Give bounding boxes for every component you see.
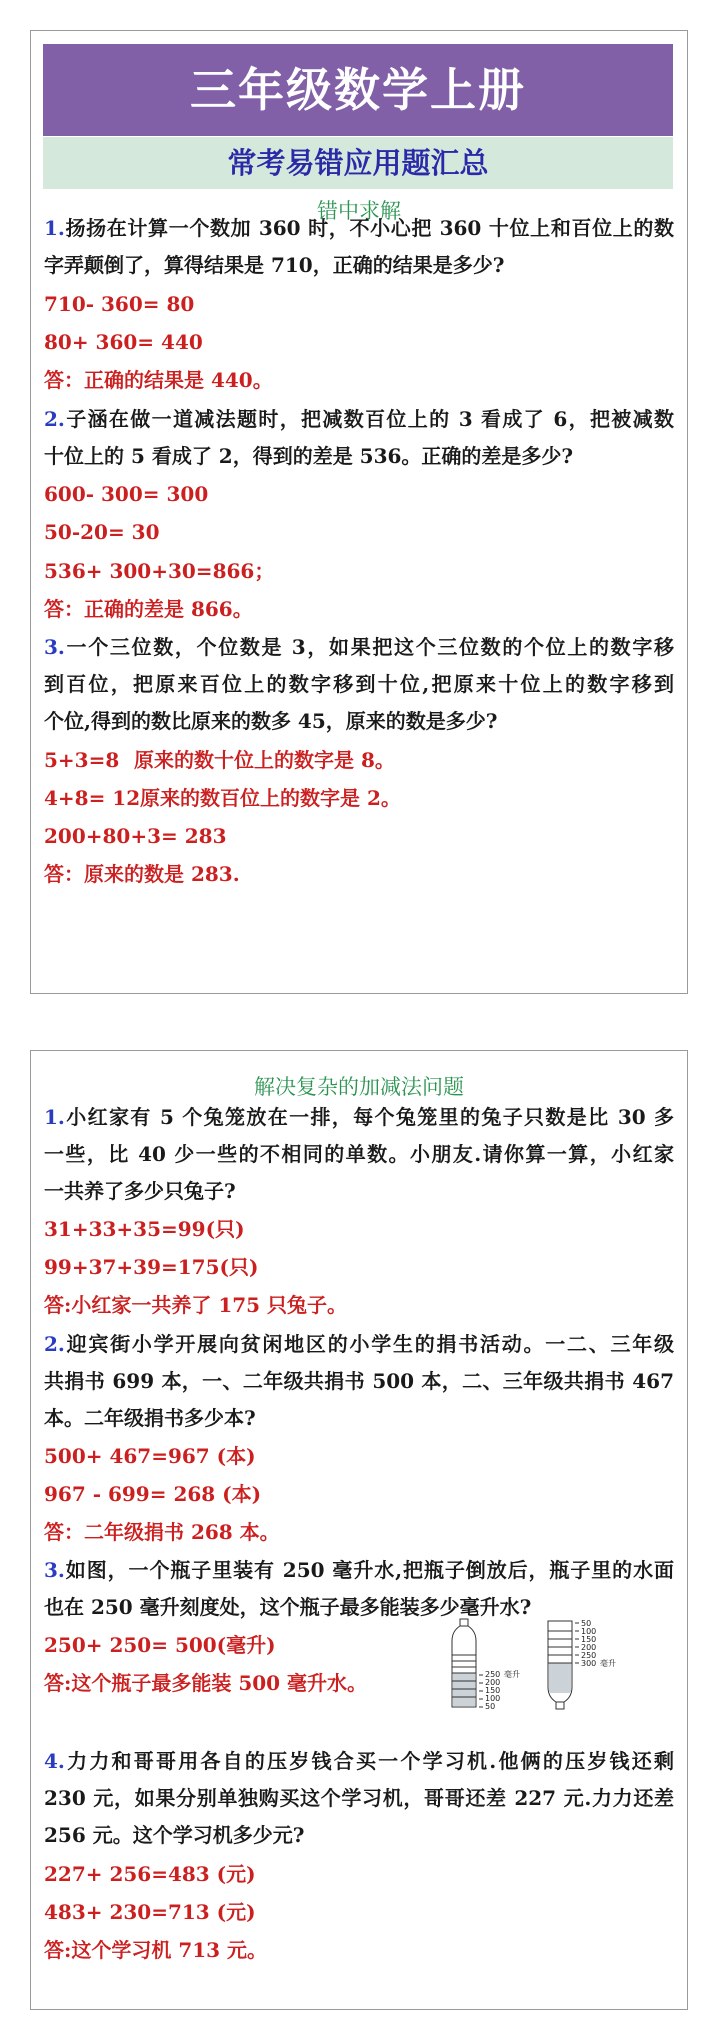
s1-q3-answer2-text: 原来的数百位上的数字是 2。 (140, 786, 401, 810)
s1-q3-answer4: 答：原来的数是 283. (44, 862, 240, 886)
s2-q3-number: 3. (44, 1558, 65, 1582)
left-scale-label-150: 150 (485, 1686, 501, 1695)
right-scale-unit: 毫升 (600, 1659, 616, 1668)
s2-q1-answer3: 答:小红家一共养了 175 只兔子。 (44, 1293, 348, 1317)
left-scale-ticks (479, 1675, 483, 1707)
s1-q1-answer2: 80+ 360= 440 (44, 330, 203, 354)
s2-q3-line1 (44, 1556, 674, 1584)
inverted-bottle-icon (548, 1621, 572, 1709)
s2-q2-number: 2. (44, 1332, 65, 1356)
bottle-diagram-svg (448, 1617, 628, 1712)
left-scale-label-200: 200 (485, 1678, 501, 1687)
right-scale-label-100: 100 (581, 1627, 597, 1636)
s2-q3-text1: 如图，一个瓶子里装有 250 毫升水,把瓶子倒放后，瓶子里的水面 (64, 1558, 674, 1582)
s1-q1-line2: 字弄颠倒了，算得结果是 710，正确的结果是多少? (44, 253, 505, 277)
s2-q1-text1: 小红家有 5 个兔笼放在一排，每个兔笼里的兔子只数是比 30 多 (64, 1105, 674, 1129)
s2-q1-line2: 一些，比 40 少一些的不相同的单数。小朋友.请你算一算，小红家 (44, 1142, 674, 1166)
s1-q2-answer3: 536+ 300+30=866； (44, 559, 275, 583)
right-scale-label-50: 50 (581, 1619, 592, 1628)
s1-q3-line1 (44, 633, 674, 661)
right-scale-label-200: 200 (581, 1643, 597, 1652)
s1-q3-answer1-text: 原来的数十位上的数字是 8。 (134, 748, 395, 772)
s2-q3-answer2: 答:这个瓶子最多能装 500 毫升水。 (44, 1671, 368, 1695)
left-scale-label-250: 250 (485, 1670, 501, 1679)
left-scale-unit: 毫升 (504, 1670, 520, 1679)
page-title: 三年级数学上册 (43, 44, 673, 136)
s1-q3-answer2 (44, 784, 674, 812)
s1-q3-answer3: 200+80+3= 283 (44, 824, 227, 848)
s1-q3-answer1 (44, 746, 674, 774)
s1-q2-answer2: 50-20= 30 (44, 520, 160, 544)
s2-q4-line1 (44, 1747, 674, 1775)
s2-q2-line3: 本。二年级捐书多少本? (44, 1406, 256, 1430)
s1-q3-number: 3. (44, 635, 65, 659)
page-subtitle: 常考易错应用题汇总 (43, 137, 673, 189)
s1-q1-answer1: 710- 360= 80 (44, 292, 195, 316)
s2-q1-line1 (44, 1103, 674, 1131)
s1-q2-line2: 十位上的 5 看成了 2，得到的差是 536。正确的差是多少? (44, 444, 574, 468)
s1-q2-number: 2. (44, 407, 65, 431)
right-scale-label-250: 250 (581, 1651, 597, 1660)
s2-q4-line2: 230 元，如果分别单独购买这个学习机，哥哥还差 227 元.力力还差 (44, 1786, 674, 1810)
s2-q2-answer3: 答：二年级捐书 268 本。 (44, 1520, 280, 1544)
s2-q4-text1: 力力和哥哥用各自的压岁钱合买一个学习机.他俩的压岁钱还剩 (64, 1749, 674, 1773)
s1-q3-line3: 个位,得到的数比原来的数多 45，原来的数是多少? (44, 709, 498, 733)
s1-q2-line1 (44, 405, 674, 433)
s1-q3-answer2-eq: 4+8= 12 (44, 786, 141, 810)
left-scale-label-100: 100 (485, 1694, 501, 1703)
s1-q1-line1 (44, 214, 674, 242)
s2-q1-line3: 一共养了多少只兔子? (44, 1179, 236, 1203)
s2-q2-answer1: 500+ 467=967 (本) (44, 1444, 256, 1468)
s1-q1-number: 1. (44, 216, 65, 240)
s2-q2-text1: 迎宾街小学开展向贫闲地区的小学生的捐书活动。一二、三年级 (64, 1332, 674, 1356)
bottle-diagram (448, 1617, 628, 1712)
s2-q3-answer1: 250+ 250= 500(毫升) (44, 1633, 276, 1657)
s1-q2-answer1: 600- 300= 300 (44, 482, 209, 506)
s1-q1-text1: 扬扬在计算一个数加 360 时，不小心把 360 十位上和百位上的数 (64, 216, 674, 240)
section-2-title: 解决复杂的加减法问题 (254, 1075, 464, 1099)
s1-q3-answer1-eq: 5+3=8 (44, 748, 120, 772)
s2-q2-answer2: 967 - 699= 268 (本) (44, 1482, 262, 1506)
upright-bottle-icon (452, 1619, 476, 1707)
s1-q1-answer3: 答：正确的结果是 440。 (44, 368, 273, 392)
s2-q1-number: 1. (44, 1105, 65, 1129)
s2-q1-answer1: 31+33+35=99(只) (44, 1217, 245, 1241)
s2-q4-answer3: 答:这个学习机 713 元。 (44, 1938, 268, 1962)
s2-q1-answer2: 99+37+39=175(只) (44, 1255, 259, 1279)
s1-q3-text1: 一个三位数，个位数是 3，如果把这个三位数的个位上的数字移 (64, 635, 674, 659)
s2-q4-line3: 256 元。这个学习机多少元? (44, 1823, 305, 1847)
right-scale-ticks (575, 1623, 579, 1663)
s1-q2-answer4: 答：正确的差是 866。 (44, 597, 253, 621)
s2-q2-line1 (44, 1330, 674, 1358)
section-1-title: 错中求解 (317, 199, 401, 223)
s1-q2-text1: 子涵在做一道减法题时，把减数百位上的 3 看成了 6，把被减数 (64, 407, 674, 431)
s2-q4-answer2: 483+ 230=713 (元) (44, 1900, 256, 1924)
s2-q2-line2: 共捐书 699 本，一、二年级共捐书 500 本，二、三年级共捐书 467 (44, 1369, 674, 1393)
left-scale-label-50: 50 (485, 1702, 496, 1711)
s1-q3-line2: 到百位，把原来百位上的数字移到十位,把原来十位上的数字移到 (44, 672, 674, 696)
right-scale-label-300: 300 (581, 1659, 597, 1668)
s2-q3-line2: 也在 250 毫升刻度处，这个瓶子最多能装多少毫升水? (44, 1595, 532, 1619)
s2-q4-number: 4. (44, 1749, 65, 1773)
right-scale-label-150: 150 (581, 1635, 597, 1644)
s2-q4-answer1: 227+ 256=483 (元) (44, 1862, 256, 1886)
